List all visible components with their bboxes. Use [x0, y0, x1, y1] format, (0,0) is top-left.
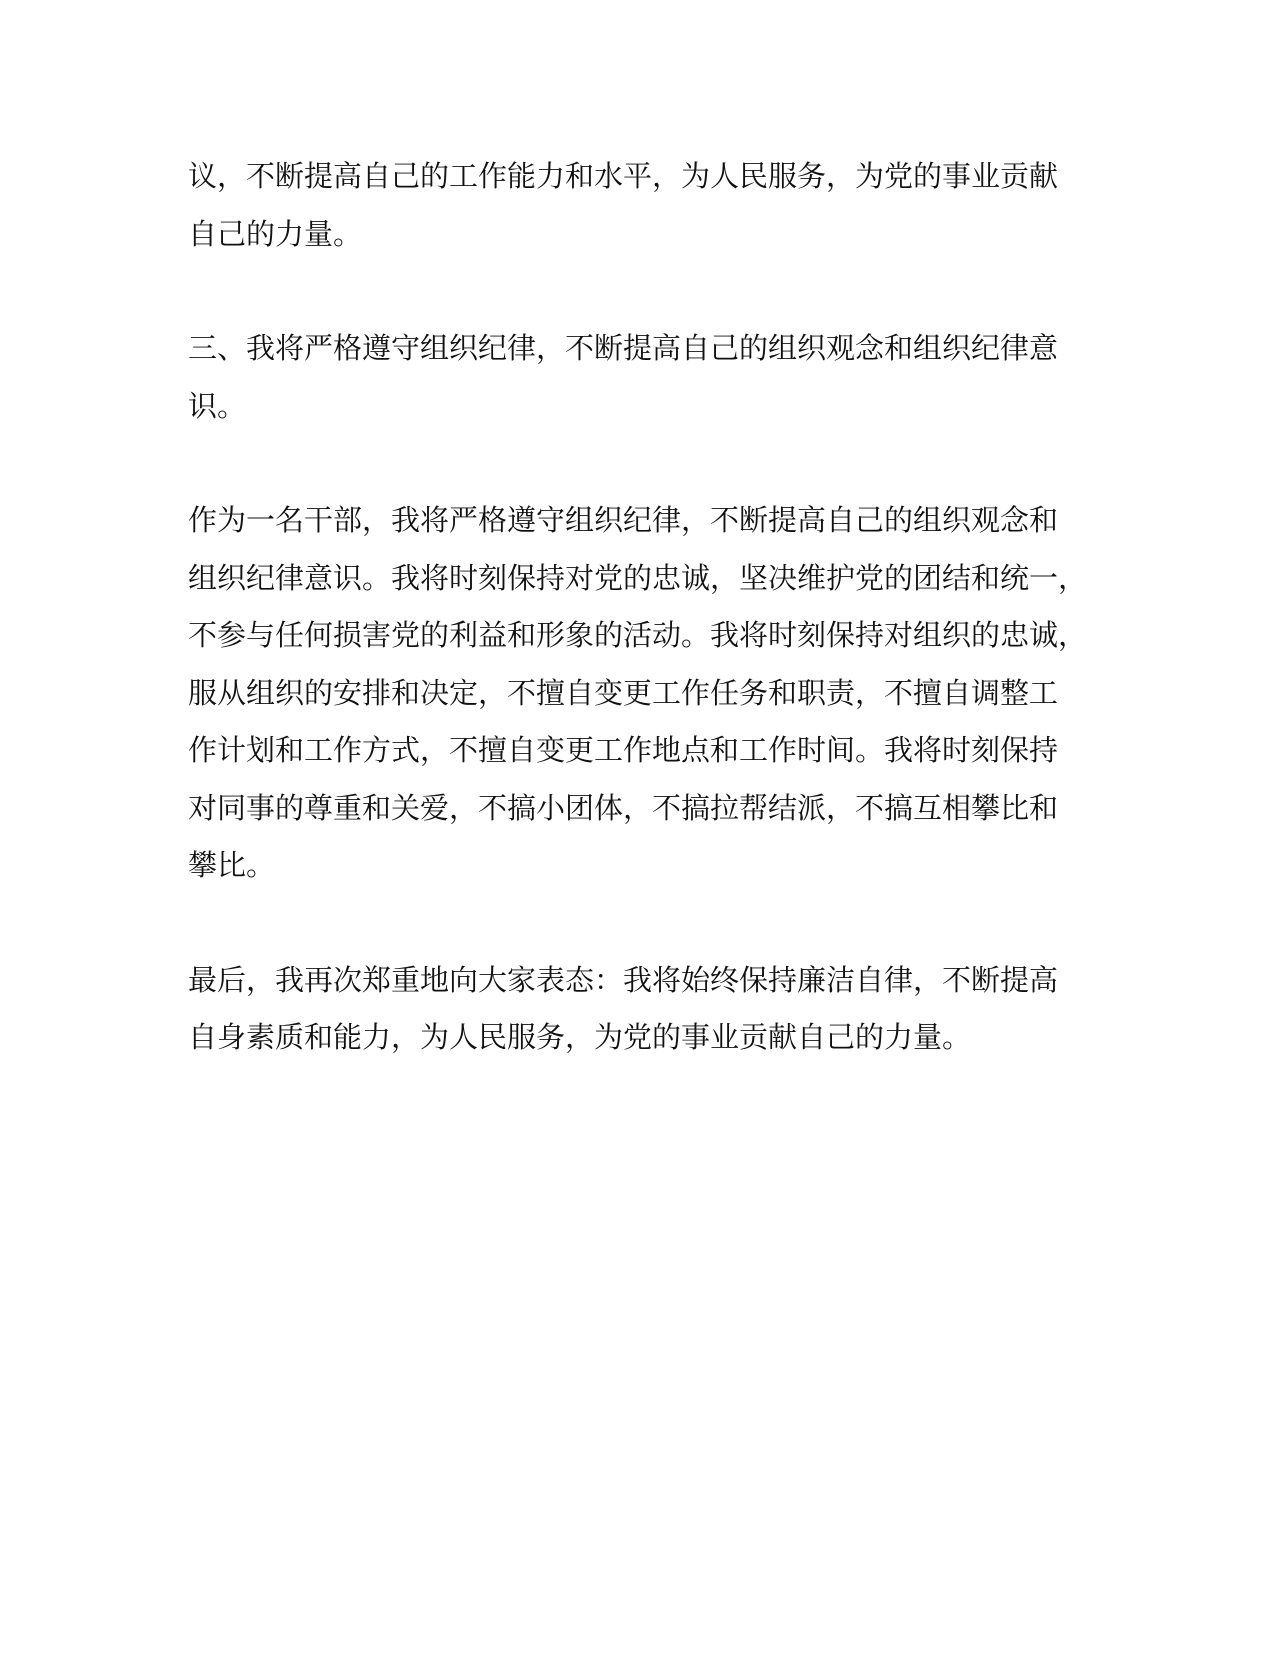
text-line: 服从组织的安排和决定，不擅自变更工作任务和职责，不擅自调整工: [188, 675, 1059, 710]
section-heading-three: [188, 320, 1103, 435]
paragraph-continuation: [188, 148, 1103, 263]
text-line: 最后，我再次郑重地向大家表态：我将始终保持廉洁自律，不断提高: [188, 962, 1059, 997]
paragraph-conclusion: [188, 952, 1103, 1067]
text-line: 三、我将严格遵守组织纪律，不断提高自己的组织观念和组织纪律意: [188, 331, 1059, 365]
text-line: 作为一名干部，我将严格遵守组织纪律，不断提高自己的组织观念和: [188, 503, 1059, 537]
text-line: 自身素质和能力，为人民服务，为党的事业贡献自己的力量。: [188, 1020, 972, 1054]
text-line: 组织纪律意识。我将时刻保持对党的忠诚，坚决维护党的团结和统一，: [188, 560, 1088, 595]
text-line: 议，不断提高自己的工作能力和水平，为人民服务，为党的事业贡献: [188, 159, 1059, 193]
text-line: 自己的力量。: [188, 216, 363, 251]
text-line: 不参与任何损害党的利益和形象的活动。我将时刻保持对组织的忠诚，: [188, 618, 1088, 652]
paragraph-discipline: [188, 492, 1103, 895]
text-line: 识。: [188, 388, 247, 423]
document-body: [188, 148, 1103, 1124]
text-line: 作计划和工作方式，不擅自变更工作地点和工作时间。我将时刻保持: [188, 733, 1059, 767]
text-line: 对同事的尊重和关爱，不搞小团体，不搞拉帮结派，不搞互相攀比和: [188, 790, 1059, 825]
text-line: 攀比。: [188, 848, 276, 882]
